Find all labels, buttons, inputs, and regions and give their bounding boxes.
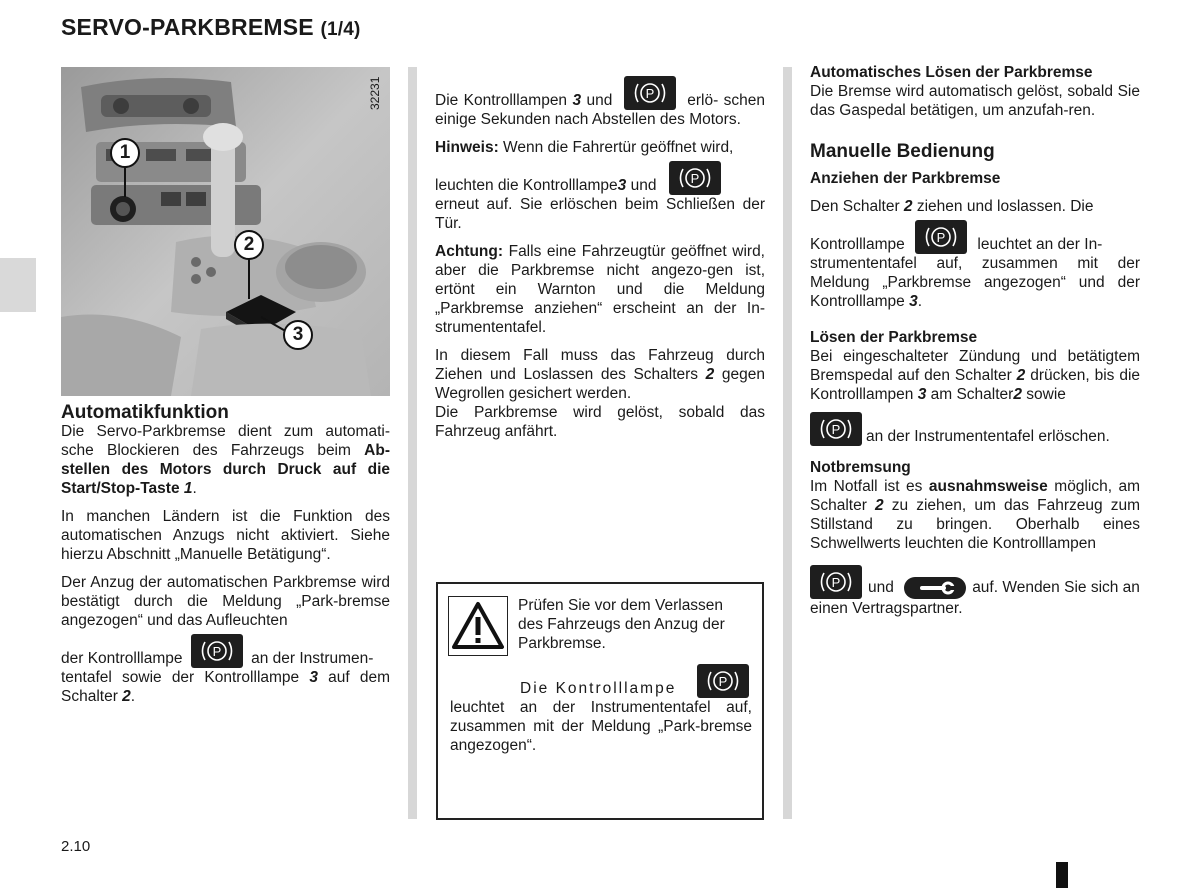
text: .	[917, 293, 923, 310]
col2-paragraph-5: Die Parkbremse wird gelöst, sobald das Fahrzeug anfährt.	[435, 404, 765, 440]
text: Die Kontrolllampen	[435, 92, 573, 109]
text: tentafel sowie der Kontrolllampe	[61, 669, 310, 686]
svg-text:P: P	[212, 644, 222, 659]
text: und	[581, 92, 613, 109]
text: und	[868, 579, 894, 597]
column-3	[810, 63, 1140, 618]
ref-number: 3	[909, 293, 918, 310]
parking-brake-warning-icon	[810, 412, 862, 446]
label-bold: Achtung:	[435, 243, 504, 260]
callout-3: 3	[283, 320, 313, 350]
title-part: (1/4)	[320, 19, 361, 40]
parking-brake-warning-icon	[669, 161, 721, 195]
text: am Schalter	[926, 386, 1014, 403]
text: .	[192, 480, 197, 497]
text: Den Schalter	[810, 198, 904, 215]
ref-number: 2	[705, 366, 715, 383]
ref-number: 3	[572, 92, 582, 109]
col1-paragraph-1	[61, 422, 390, 498]
col1-paragraph-3	[61, 573, 390, 630]
page-number: 2.10	[61, 838, 91, 855]
text: auf dem Schalter	[61, 669, 391, 705]
col2-hinweis-lamp-line	[435, 161, 765, 195]
col2-hinweis-end: erneut auf. Sie erlöschen beim Schließen der Tür.	[435, 196, 765, 232]
text: leuchten die Kontrolllampe	[435, 177, 618, 194]
col3-notbremsung	[810, 477, 1140, 553]
parking-brake-warning-icon	[697, 664, 749, 698]
text: Falls eine Fahrzeugtür geöffnet wird, aber die Parkbremse nicht angezo-gen ist, ertönt ein Warnton und die Meldung „Parkbremse anziehen“ erscheint an der In-strumententafel.	[435, 243, 765, 336]
ref-number: 2	[875, 497, 884, 514]
heading-automatikfunktion: Automatikfunktion	[61, 402, 229, 423]
text-bold: ausnahmsweise	[928, 478, 1048, 495]
text: schen einige Sekunden nach Abstellen des Motors.	[435, 92, 766, 128]
text: an der Instrumen-	[251, 650, 374, 667]
text: Der Anzug der automatischen Parkbremse wird bestätigt durch die Meldung „Park-bremse angezogen“ und das Aufleuchten	[61, 574, 390, 629]
parking-brake-warning-icon	[624, 76, 676, 110]
col3-loesen-lamp-line	[810, 412, 1140, 446]
col3-anziehen-end	[810, 254, 1140, 311]
col3-paragraph-auto: Die Bremse wird automatisch gelöst, sobald Sie das Gaspedal betätigen, um anzufah-ren.	[810, 83, 1140, 119]
column-divider-2	[783, 67, 792, 819]
column-divider-1	[408, 67, 417, 819]
ref-number: 2	[1013, 386, 1022, 403]
title-text: SERVO-PARKBREMSE	[61, 14, 314, 40]
text: Im Notfall ist es	[810, 478, 929, 495]
col3-anziehen-lamp-line	[810, 220, 1140, 254]
parking-brake-warning-icon	[915, 220, 967, 254]
parking-brake-warning-icon	[191, 634, 243, 668]
text: und	[626, 177, 657, 194]
text: sowie	[1021, 386, 1066, 403]
text: ziehen und loslassen. Die	[912, 198, 1094, 215]
text: Bei eingeschalteter Zündung und betätigtem Bremspedal auf den Schalter	[810, 348, 1140, 384]
svg-text:P: P	[718, 674, 727, 689]
col1-paragraph-2: In manchen Ländern ist die Funktion des automatischen Anzugs nicht aktiviert. Siehe hierzu Abschnitt „Manuelle Betätigung“.	[61, 508, 390, 563]
col3-anziehen-line-1	[810, 197, 1140, 216]
ref-number: 3	[617, 177, 627, 194]
callout-1: 1	[110, 138, 140, 168]
callout-2: 2	[234, 230, 264, 260]
col3-notbremsung-lamps	[810, 565, 1140, 618]
ref-number: 2	[122, 688, 131, 705]
text: zu ziehen, um das Fahrzeug zum Stillstand zu bringen. Oberhalb eines Schwellwerts leuchten die Kontrolllampen	[810, 497, 1141, 552]
text: der Kontrolllampe	[61, 650, 183, 667]
text: leuchtet an der Instrumententafel auf, zusammen mit der Meldung „Park-bremse angezogen“.	[450, 699, 752, 754]
svg-text:P: P	[831, 575, 841, 590]
center-console-photo	[61, 67, 390, 396]
text: leuchtet an der In-	[977, 236, 1103, 253]
warnbox-text-2	[450, 664, 752, 755]
text: In diesem Fall muss das Fahrzeug durch Ziehen und Loslassen des Schalters	[435, 347, 765, 383]
heading-anziehen: Anziehen der Parkbremse	[810, 170, 1001, 187]
text-bold: Ab-stellen des Motors durch Druck auf die Start/Stop-Taste	[61, 442, 390, 497]
text: strumententafel auf, zusammen mit der Meldung „Parkbremse angezogen“ und der Kontrolllampe	[810, 255, 1140, 310]
col2-paragraph-1	[435, 76, 765, 129]
heading-notbremsung: Notbremsung	[810, 459, 911, 476]
warning-triangle-icon	[448, 596, 508, 656]
svg-text:P: P	[936, 230, 946, 245]
svg-text:P: P	[645, 86, 655, 101]
column-2	[435, 76, 765, 441]
section-end-marker	[1056, 862, 1068, 888]
heading-auto-loesen: Automatisches Lösen der Parkbremse	[810, 64, 1093, 81]
col1-paragraph-3-end	[61, 668, 390, 706]
text: möglich, am Schalter	[810, 478, 1140, 514]
ref-number: 3	[309, 669, 318, 686]
text: erlö-	[687, 92, 719, 109]
text: .	[130, 688, 136, 705]
col3-loesen	[810, 347, 1140, 404]
warning-box	[436, 582, 764, 820]
chapter-tab	[0, 258, 36, 312]
text: drücken, bis die Kontrolllampen	[810, 367, 1141, 403]
text: an der Instrumententafel erlöschen.	[866, 428, 1110, 445]
figure-reference: 32231	[368, 76, 382, 110]
ref-number: 3	[917, 386, 927, 403]
ref-number: 1	[183, 480, 193, 497]
text: Die Kontrolllampe	[520, 680, 677, 697]
col2-hinweis	[435, 138, 765, 157]
svg-text:P: P	[831, 422, 841, 437]
svg-text:P: P	[690, 171, 700, 186]
warnbox-text-1: Prüfen Sie vor dem Verlassen des Fahrzeugs den Anzug der Parkbremse.	[518, 597, 725, 652]
ref-number: 2	[1016, 367, 1026, 384]
text: Kontrolllampe	[810, 236, 905, 253]
col1-paragraph-3-lamp-line	[61, 634, 390, 668]
page-title	[61, 14, 361, 41]
text: Wenn die Fahrertür geöffnet wird,	[498, 139, 734, 156]
column-1	[61, 403, 390, 706]
ref-number: 2	[903, 198, 913, 215]
text: Die Servo-Parkbremse dient zum automati-sche Blockieren des Fahrzeugs beim	[61, 423, 390, 459]
parking-brake-warning-icon	[810, 565, 862, 599]
text: auf. Wenden Sie sich an einen Vertragspartner.	[810, 579, 1140, 617]
heading-manuelle-bedienung: Manuelle Bedienung	[810, 141, 995, 162]
label-bold: Hinweis:	[435, 139, 499, 156]
col2-achtung	[435, 242, 765, 337]
text: gegen Wegrollen gesichert werden.	[435, 366, 765, 402]
col2-paragraph-4	[435, 346, 765, 403]
heading-loesen: Lösen der Parkbremse	[810, 329, 978, 346]
wrench-service-icon	[904, 577, 966, 599]
